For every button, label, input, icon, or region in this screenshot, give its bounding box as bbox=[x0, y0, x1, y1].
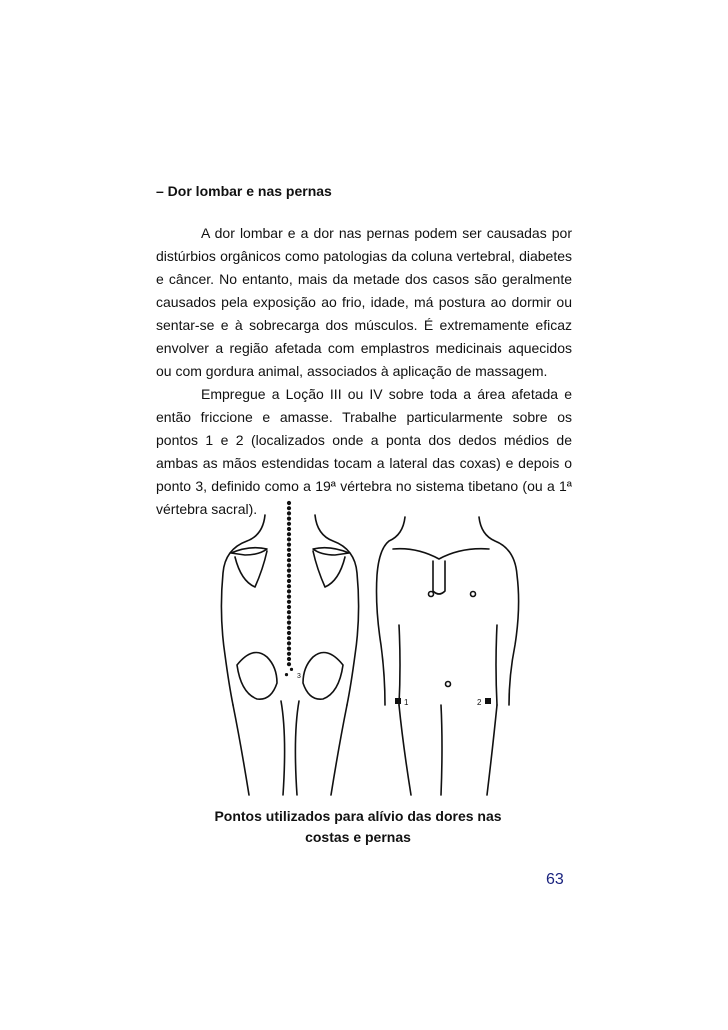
vertebra-dot bbox=[287, 579, 291, 583]
point-3-label: 3 bbox=[297, 673, 301, 680]
back-left-outline bbox=[221, 515, 265, 705]
body-illustration bbox=[205, 495, 545, 805]
front-right-leg-outer bbox=[496, 625, 497, 705]
vertebra-dot bbox=[287, 621, 291, 625]
left-scapula bbox=[235, 551, 267, 587]
vertebra-dot bbox=[287, 641, 291, 645]
figure-caption bbox=[200, 806, 516, 848]
vertebra-dot bbox=[287, 501, 291, 505]
point-1-label: 1 bbox=[404, 698, 409, 707]
front-right-leg bbox=[487, 705, 497, 795]
vertebra-dot bbox=[287, 626, 291, 630]
vertebra-dot bbox=[287, 558, 291, 562]
vertebra-dot bbox=[287, 647, 291, 651]
paragraph-1: A dor lombar e a dor nas pernas podem ser causadas por distúrbios orgânicos como patologias da coluna vertebral, diabetes e câncer. No entanto, mais da metade dos casos são geralmente causados pela exposição ao frio, idade, má postura ao dormir ou sentar-se e à sobrecarga dos músculos. É extremamente eficaz envolver a região afetada com emplastros medicinais aquecidos ou com gordura animal, associados à aplicação de massagem. bbox=[156, 225, 572, 379]
chest-point-left bbox=[429, 592, 434, 597]
front-right-outline bbox=[479, 517, 519, 705]
front-left-leg bbox=[399, 705, 411, 795]
caption-line-1: Pontos utilizados para alívio das dores nas bbox=[214, 808, 502, 824]
vertebra-dot bbox=[290, 668, 293, 671]
page-number: 63 bbox=[546, 871, 564, 888]
vertebra-dot bbox=[287, 543, 291, 547]
vertebra-dot bbox=[287, 569, 291, 573]
vertebra-dot bbox=[287, 522, 291, 526]
back-left-leg-inner bbox=[281, 701, 285, 795]
point-2-marker bbox=[485, 698, 491, 704]
vertebra-dot bbox=[287, 537, 291, 541]
vertebra-dot bbox=[287, 615, 291, 619]
right-pelvis bbox=[303, 653, 343, 700]
vertebra-dot bbox=[287, 631, 291, 635]
right-scapula bbox=[313, 551, 345, 587]
chest-point-right bbox=[471, 592, 476, 597]
vertebra-dot bbox=[287, 610, 291, 614]
vertebra-dot bbox=[287, 589, 291, 593]
right-scapula-top bbox=[313, 548, 349, 555]
acupoint-figure bbox=[205, 495, 545, 805]
sternum bbox=[433, 561, 445, 594]
left-pelvis bbox=[237, 653, 277, 700]
vertebra-dot bbox=[287, 584, 291, 588]
spine-points bbox=[285, 501, 293, 676]
body-text bbox=[156, 222, 572, 521]
vertebra-dot bbox=[287, 563, 291, 567]
navel-point bbox=[446, 682, 451, 687]
point-2-label: 2 bbox=[477, 698, 482, 707]
back-right-leg-inner bbox=[295, 701, 299, 795]
vertebra-dot bbox=[287, 605, 291, 609]
vertebra-dot bbox=[287, 657, 291, 661]
front-leg-divider bbox=[441, 705, 442, 795]
vertebra-dot bbox=[287, 517, 291, 521]
back-right-leg-outer bbox=[331, 705, 347, 795]
vertebra-dot bbox=[287, 636, 291, 640]
vertebra-dot bbox=[287, 600, 291, 604]
vertebra-dot bbox=[287, 511, 291, 515]
vertebra-dot bbox=[287, 574, 291, 578]
vertebra-dot bbox=[285, 673, 288, 676]
vertebra-dot bbox=[287, 652, 291, 656]
clavicles bbox=[393, 549, 489, 559]
front-left-outline bbox=[377, 517, 406, 705]
vertebra-dot bbox=[287, 532, 291, 536]
left-scapula-top bbox=[231, 548, 267, 555]
vertebra-dot bbox=[287, 595, 291, 599]
caption-line-2: costas e pernas bbox=[305, 829, 411, 845]
vertebra-dot bbox=[287, 662, 291, 666]
vertebra-dot bbox=[287, 506, 291, 510]
back-right-outline bbox=[315, 515, 359, 705]
front-view-figure bbox=[377, 517, 519, 795]
point-1-marker bbox=[395, 698, 401, 704]
front-left-leg-outer bbox=[399, 625, 400, 705]
back-left-leg-outer bbox=[233, 705, 249, 795]
vertebra-dot bbox=[287, 548, 291, 552]
section-title: – Dor lombar e nas pernas bbox=[156, 183, 332, 199]
paragraph-2: Empregue a Loção III ou IV sobre toda a área afetada e então friccione e amasse. Trabalhe particularmente sobre os pontos 1 e 2 (localizados onde a ponta dos dedos médios de ambas as mãos estendidas tocam a lateral das coxas) e depois o ponto 3, definido como a 19ª vértebra no sistema tibetano (ou a 1ª vértebra sacral). bbox=[156, 386, 572, 517]
vertebra-dot bbox=[287, 553, 291, 557]
vertebra-dot bbox=[287, 527, 291, 531]
